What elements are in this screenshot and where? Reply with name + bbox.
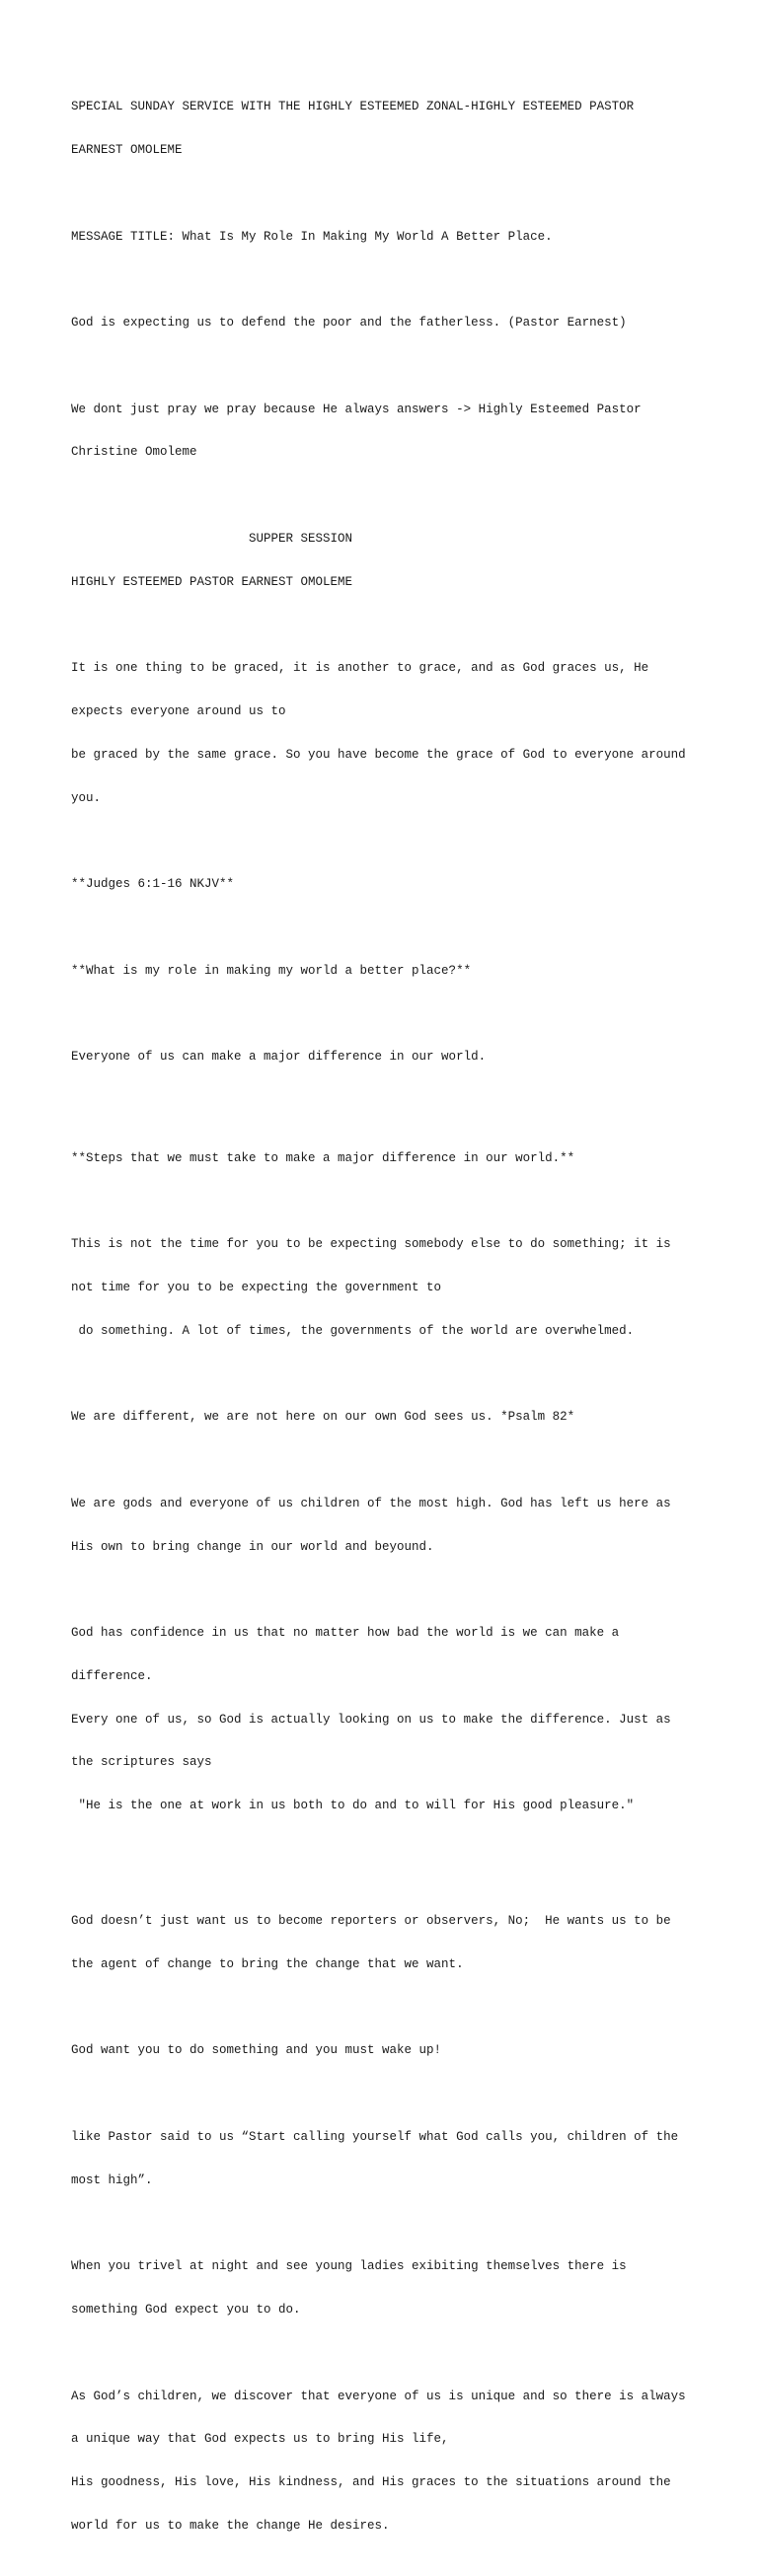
message-title-text: MESSAGE TITLE: What Is My Role In Making My World A Better Place. xyxy=(71,229,553,244)
difference-line: Everyone of us can make a major difference in our world. xyxy=(71,1050,487,1065)
scripture-reference xyxy=(71,848,703,920)
reporters-line: God doesn’t just want us to become reporters or observers, No; He wants us to be xyxy=(71,1914,671,1928)
document-page xyxy=(71,71,703,2576)
session-title: SUPPER SESSION xyxy=(71,532,353,546)
wake-up-paragraph xyxy=(71,2015,703,2087)
confidence-line: "He is the one at work in us both to do and to will for His good pleasure." xyxy=(71,1799,635,1813)
steps-heading-text: **Steps that we must take to make a major difference in our world.** xyxy=(71,1150,575,1165)
confidence-line: God has confidence in us that no matter how bad the world is we can make a xyxy=(71,1626,620,1641)
role-question xyxy=(71,935,703,1007)
calling-paragraph xyxy=(71,2101,703,2217)
different-line: We are different, we are not here on our own God sees us. *Psalm 82* xyxy=(71,1410,575,1425)
confidence-line: difference. xyxy=(71,1668,153,1683)
role-question-text: **What is my role in making my world a better place?** xyxy=(71,963,472,978)
grace-paragraph xyxy=(71,632,703,834)
grace-line: expects everyone around us to xyxy=(71,704,286,719)
confidence-paragraph xyxy=(71,1597,703,1842)
confidence-line: the scriptures says xyxy=(71,1755,212,1770)
session-speaker: HIGHLY ESTEEMED PASTOR EARNEST OMOLEME xyxy=(71,574,353,589)
steps-heading xyxy=(71,1122,703,1194)
unique-line: His goodness, His love, His kindness, and His graces to the situations around the xyxy=(71,2475,671,2490)
quote-paragraph xyxy=(71,287,703,359)
prayer-line: Christine Omoleme xyxy=(71,445,197,460)
trivel-paragraph xyxy=(71,2231,703,2346)
difference-paragraph xyxy=(71,1021,703,1093)
wake-up-line: God want you to do something and you must wake up! xyxy=(71,2043,442,2058)
reporters-line: the agent of change to bring the change that we want. xyxy=(71,1956,464,1971)
gods-line: We are gods and everyone of us children of the most high. God has left us here as xyxy=(71,1496,671,1510)
grace-line: you. xyxy=(71,790,102,805)
unique-line: world for us to make the change He desires. xyxy=(71,2518,390,2533)
header-line: EARNEST OMOLEME xyxy=(71,142,183,157)
spacer xyxy=(71,1857,703,1885)
calling-line: like Pastor said to us “Start calling yourself what God calls you, children of the xyxy=(71,2129,679,2144)
gods-line: His own to bring change in our world and beyound. xyxy=(71,1539,434,1554)
grace-line: be graced by the same grace. So you have become the grace of God to everyone around xyxy=(71,747,686,762)
quote-line: God is expecting us to defend the poor and the fatherless. (Pastor Earnest) xyxy=(71,316,627,331)
trivel-line: something God expect you to do. xyxy=(71,2303,301,2318)
trivel-line: When you trivel at night and see young ladies exibiting themselves there is xyxy=(71,2259,627,2274)
unique-line: As God’s children, we discover that everyone of us is unique and so there is always xyxy=(71,2389,686,2403)
session-heading xyxy=(71,503,703,619)
header-line: SPECIAL SUNDAY SERVICE WITH THE HIGHLY ESTEEMED ZONAL-HIGHLY ESTEEMED PASTOR xyxy=(71,100,635,114)
unique-line: a unique way that God expects us to bring His life, xyxy=(71,2432,449,2447)
not-time-line: This is not the time for you to be expecting somebody else to do something; it is xyxy=(71,1237,671,1252)
not-time-line: not time for you to be expecting the government to xyxy=(71,1280,442,1294)
calling-line: most high”. xyxy=(71,2172,153,2187)
scripture-ref-text: **Judges 6:1-16 NKJV** xyxy=(71,877,235,892)
not-time-line: do something. A lot of times, the governments of the world are overwhelmed. xyxy=(71,1323,635,1338)
unique-paragraph xyxy=(71,2360,703,2561)
different-paragraph xyxy=(71,1381,703,1453)
prayer-line: We dont just pray we pray because He always answers -> Highly Esteemed Pastor xyxy=(71,402,642,416)
gods-paragraph xyxy=(71,1468,703,1583)
grace-line: It is one thing to be graced, it is another to grace, and as God graces us, He xyxy=(71,661,649,676)
prayer-paragraph xyxy=(71,373,703,488)
not-time-paragraph xyxy=(71,1209,703,1367)
spacer xyxy=(71,1108,703,1123)
header xyxy=(71,71,703,186)
reporters-paragraph xyxy=(71,1885,703,2001)
confidence-line: Every one of us, so God is actually looking on us to make the difference. Just as xyxy=(71,1712,671,1727)
message-title xyxy=(71,200,703,272)
